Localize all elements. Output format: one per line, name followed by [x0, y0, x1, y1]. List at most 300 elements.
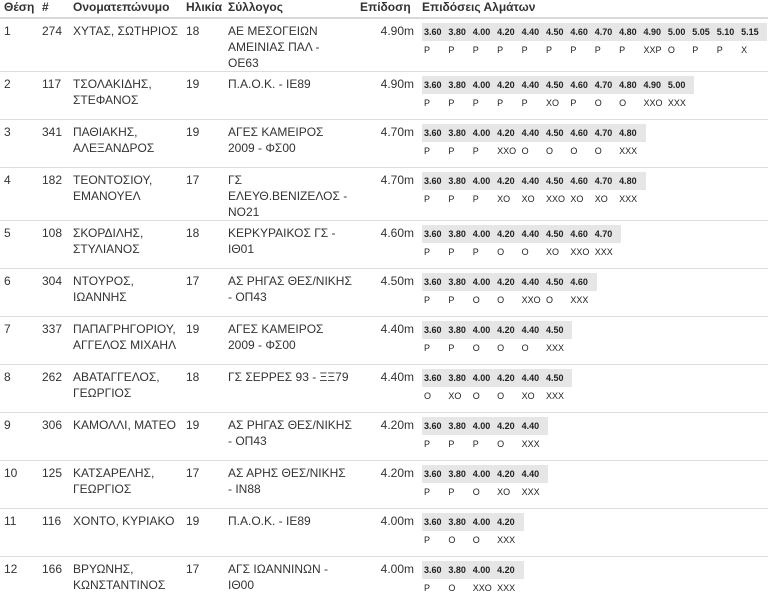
- jump-height: 4.50: [545, 277, 564, 287]
- jump-result: O: [472, 535, 480, 545]
- jump-result: P: [472, 194, 479, 204]
- mark-cell: 4.50m: [356, 269, 418, 317]
- jumps-cell: [418, 18, 768, 72]
- jump-result: P: [424, 98, 431, 108]
- mark-cell: 4.90m: [380, 24, 414, 38]
- athlete-number-cell: 108: [38, 221, 69, 269]
- table-row: [0, 365, 768, 413]
- jump-result: P: [424, 194, 431, 204]
- club-cell: ΑΓΕΣ ΚΑΜΕΙΡΟΣ 2009 - ΦΣ00: [224, 120, 356, 168]
- athlete-name-cell: ΚΑΤΣΑΡΕΛΗΣ, ΓΕΩΡΓΙΟΣ: [69, 461, 182, 509]
- jump-height: 4.70: [594, 27, 613, 37]
- jump-result: XXX: [619, 194, 638, 204]
- jump-height: 4.20: [497, 469, 515, 479]
- jump-heights-row: [422, 76, 694, 94]
- jump-height: 3.80: [448, 229, 466, 239]
- age-cell: 17: [182, 168, 224, 221]
- jump-results-row: [422, 387, 572, 405]
- jump-result: P: [570, 98, 577, 108]
- jump-height: 3.60: [424, 373, 442, 383]
- jump-result: P: [448, 194, 455, 204]
- header-club[interactable]: Σύλλογος: [224, 0, 356, 18]
- jump-result: P: [424, 487, 431, 497]
- jump-result: P: [424, 295, 431, 305]
- athlete-name-cell: ΑΒΑΤΑΓΓΕΛΟΣ, ΓΕΩΡΓΙΟΣ: [69, 365, 182, 413]
- mark-cell: 4.20m: [356, 413, 418, 461]
- athlete-number-cell: 341: [38, 120, 69, 168]
- jump-result: O: [448, 535, 456, 545]
- jump-height: 3.80: [448, 421, 466, 431]
- jump-result: P: [448, 439, 455, 449]
- jump-height: 4.80: [619, 176, 637, 186]
- table-row: [0, 509, 768, 557]
- jump-result: XO: [570, 194, 584, 204]
- jump-height: 4.20: [497, 565, 515, 575]
- jump-series: [422, 76, 694, 112]
- jump-result: O: [619, 98, 627, 108]
- jump-height: 3.60: [424, 176, 442, 186]
- jump-result: O: [521, 343, 529, 353]
- jumps-cell: [418, 72, 768, 120]
- jump-result: O: [594, 146, 602, 156]
- jump-result: XXP: [643, 45, 662, 55]
- jump-height: 4.00: [472, 128, 491, 138]
- jump-height: 4.00: [472, 229, 491, 239]
- jump-result: XXX: [497, 583, 516, 593]
- table-row: [0, 120, 768, 168]
- jump-result: XXO: [570, 247, 590, 257]
- jump-result: XXX: [497, 535, 516, 545]
- jump-height: 3.80: [448, 80, 466, 90]
- jump-height: 4.60: [570, 229, 588, 239]
- jump-height: 3.60: [424, 80, 442, 90]
- jumps-cell: [418, 317, 768, 365]
- header-jumps: Επιδόσεις Αλμάτων: [418, 0, 768, 18]
- jump-result: P: [424, 343, 431, 353]
- athlete-number-cell: 166: [38, 557, 69, 605]
- jump-results-row: [422, 579, 524, 597]
- jump-series: [422, 225, 621, 261]
- jump-result: P: [472, 439, 479, 449]
- position-cell: 10: [0, 461, 38, 509]
- jump-result: XO: [497, 487, 511, 497]
- position-cell: 9: [0, 413, 38, 461]
- jump-height: 4.40: [521, 128, 540, 138]
- mark-cell: 4.40m: [356, 365, 418, 413]
- jump-height: 4.60: [570, 80, 588, 90]
- jump-result: XO: [594, 194, 608, 204]
- jump-result: O: [521, 146, 529, 156]
- jump-height: 3.80: [448, 128, 466, 138]
- club-cell: ΑΣ ΑΡΗΣ ΘΕΣ/ΝΙΚΗΣ - ΙΝ88: [224, 461, 356, 509]
- jump-height: 3.60: [424, 277, 442, 287]
- jump-results-row: [422, 243, 621, 261]
- age-cell: 19: [182, 120, 224, 168]
- jump-height: 4.00: [472, 565, 491, 575]
- header-row: [0, 0, 768, 18]
- jump-height: 4.80: [619, 27, 637, 37]
- jump-heights-row: [422, 273, 597, 291]
- jump-height: 4.40: [521, 421, 540, 431]
- jump-series: [422, 124, 646, 160]
- jump-height: 4.20: [497, 27, 515, 37]
- jump-heights-row: [422, 225, 621, 243]
- age-cell: 19: [182, 509, 224, 557]
- jump-height: 4.40: [521, 277, 540, 287]
- jump-height: 3.80: [448, 277, 466, 287]
- jumps-cell: [418, 509, 768, 557]
- jump-heights-row: [422, 172, 646, 190]
- jump-height: 4.50: [545, 373, 564, 383]
- jump-result: O: [667, 45, 675, 55]
- jump-height: 4.20: [497, 421, 515, 431]
- jump-result: XXX: [521, 487, 540, 497]
- jump-height: 3.60: [424, 517, 442, 527]
- mark-cell: 4.90m: [356, 72, 418, 120]
- jump-height: 3.60: [424, 229, 442, 239]
- jump-height: 3.80: [448, 176, 466, 186]
- jump-result: O: [448, 583, 456, 593]
- mark-cell: 4.70m: [356, 168, 418, 221]
- jump-result: O: [472, 343, 480, 353]
- mark-cell: 4.60m: [356, 221, 418, 269]
- athlete-number-cell: 304: [38, 269, 69, 317]
- jump-result: XO: [545, 247, 559, 257]
- jump-result: P: [424, 247, 431, 257]
- jump-height: 3.60: [424, 421, 442, 431]
- age-cell: 17: [182, 269, 224, 317]
- jumps-cell: [418, 413, 768, 461]
- jumps-cell: [418, 557, 768, 605]
- table-row: [0, 317, 768, 365]
- jump-result: XXX: [570, 295, 589, 305]
- jump-result: P: [472, 247, 479, 257]
- club-cell: ΓΣ ΕΛΕΥΘ.ΒΕΝΙΖΕΛΟΣ - ΝΟ21: [224, 168, 356, 221]
- jump-height: 4.20: [497, 80, 515, 90]
- age-cell: 19: [182, 72, 224, 120]
- table-row: [0, 413, 768, 461]
- jump-height: 4.00: [472, 80, 491, 90]
- athlete-number-cell: 274: [42, 24, 63, 38]
- jump-result: O: [424, 391, 432, 401]
- age-cell: 17: [182, 557, 224, 605]
- athlete-name-cell: ΧΟΝΤΟ, ΚΥΡΙΑΚΟ: [69, 509, 182, 557]
- jump-result: XXX: [619, 146, 638, 156]
- jump-height: 5.15: [741, 27, 759, 37]
- jump-height: 3.80: [448, 469, 466, 479]
- jump-height: 4.20: [497, 517, 515, 527]
- jump-result: P: [692, 45, 699, 55]
- table-row: [0, 461, 768, 509]
- jump-height: 4.40: [521, 373, 540, 383]
- jump-result: P: [424, 146, 431, 156]
- jump-height: 4.50: [545, 128, 564, 138]
- jumps-cell: [418, 365, 768, 413]
- jump-results-row: [422, 41, 767, 59]
- jump-result: O: [497, 247, 505, 257]
- jumps-cell: [418, 461, 768, 509]
- jump-result: XO: [497, 194, 511, 204]
- header-mark[interactable]: Επίδοση: [356, 0, 418, 18]
- jump-result: P: [521, 45, 528, 55]
- athlete-number-cell: 125: [38, 461, 69, 509]
- athlete-number-cell: 116: [38, 509, 69, 557]
- jump-height: 4.60: [570, 128, 588, 138]
- jumps-cell: [418, 269, 768, 317]
- jump-height: 4.40: [521, 27, 540, 37]
- position-cell: 12: [0, 557, 38, 605]
- position-cell: 2: [0, 72, 38, 120]
- athlete-name-cell: ΠΑΘΙΑΚΗΣ, ΑΛΕΞΑΝΔΡΟΣ: [69, 120, 182, 168]
- jump-height: 4.60: [570, 27, 588, 37]
- jump-height: 3.80: [448, 517, 466, 527]
- jumps-cell: [418, 120, 768, 168]
- jump-result: P: [497, 98, 504, 108]
- athlete-number-cell: 182: [38, 168, 69, 221]
- jump-result: XXX: [545, 391, 564, 401]
- jump-result: P: [424, 439, 431, 449]
- jump-heights-row: [422, 417, 548, 435]
- jump-result: P: [619, 45, 626, 55]
- athlete-name-cell: ΤΣΟΛΑΚΙΔΗΣ, ΣΤΕΦΑΝΟΣ: [69, 72, 182, 120]
- table-row: [0, 18, 768, 72]
- jump-series: [422, 321, 572, 357]
- club-cell: ΓΣ ΣΕΡΡΕΣ 93 - ΞΞ79: [224, 365, 356, 413]
- jump-result: O: [497, 343, 505, 353]
- jump-series: [422, 513, 524, 549]
- athlete-name-cell: ΝΤΟΥΡΟΣ, ΙΩΑΝΝΗΣ: [69, 269, 182, 317]
- jump-result: XO: [545, 98, 559, 108]
- jump-result: XXX: [521, 439, 540, 449]
- position-cell: 1: [4, 24, 11, 38]
- position-cell: 8: [0, 365, 38, 413]
- jump-result: O: [545, 295, 553, 305]
- mark-cell: 4.00m: [356, 509, 418, 557]
- jump-height: 4.90: [643, 80, 662, 90]
- mark-cell: 4.40m: [356, 317, 418, 365]
- jump-heights-row: [422, 561, 524, 579]
- age-cell: 18: [182, 221, 224, 269]
- jump-results-row: [422, 531, 524, 549]
- age-cell: 18: [186, 24, 200, 38]
- jump-result: XXO: [472, 583, 492, 593]
- jump-height: 4.60: [570, 176, 588, 186]
- jump-result: O: [521, 247, 529, 257]
- jump-results-row: [422, 339, 572, 357]
- age-cell: 18: [182, 365, 224, 413]
- jump-result: P: [424, 583, 431, 593]
- jump-heights-row: [422, 465, 548, 483]
- jump-height: 4.40: [521, 229, 540, 239]
- athlete-number-cell: 262: [38, 365, 69, 413]
- jump-result: O: [497, 439, 505, 449]
- position-cell: 6: [0, 269, 38, 317]
- jump-height: 3.60: [424, 128, 442, 138]
- jump-height: 4.00: [472, 469, 491, 479]
- position-cell: 3: [0, 120, 38, 168]
- jump-result: P: [521, 98, 528, 108]
- results-body: [0, 18, 768, 605]
- jump-height: 4.50: [545, 176, 564, 186]
- jump-height: 4.40: [521, 80, 540, 90]
- jump-height: 4.80: [619, 80, 637, 90]
- jump-height: 4.40: [521, 325, 540, 335]
- jump-height: 4.00: [472, 517, 491, 527]
- jump-height: 4.70: [594, 128, 613, 138]
- jump-results-row: [422, 291, 597, 309]
- jump-height: 4.20: [497, 229, 515, 239]
- position-cell: 7: [0, 317, 38, 365]
- jump-result: P: [497, 45, 504, 55]
- jump-result: P: [448, 45, 455, 55]
- club-cell: ΚΕΡΚΥΡΑΙΚΟΣ ΓΣ - ΙΘ01: [224, 221, 356, 269]
- jump-height: 3.80: [448, 325, 466, 335]
- club-cell: Π.Α.Ο.Κ. - ΙΕ89: [224, 509, 356, 557]
- jump-result: P: [448, 295, 455, 305]
- jump-result: P: [716, 45, 723, 55]
- jump-height: 4.00: [472, 176, 491, 186]
- jump-heights-row: [422, 513, 524, 531]
- jump-result: O: [545, 146, 553, 156]
- jump-height: 3.60: [424, 469, 442, 479]
- athlete-name-cell: ΧΥΤΑΣ, ΣΩΤΗΡΙΟΣ: [73, 24, 179, 38]
- table-row: [0, 72, 768, 120]
- jump-result: P: [594, 45, 601, 55]
- jump-result: P: [448, 487, 455, 497]
- jump-result: P: [448, 98, 455, 108]
- jump-height: 4.50: [545, 325, 564, 335]
- athlete-number-cell: 117: [38, 72, 69, 120]
- jump-result: XO: [521, 194, 535, 204]
- athlete-name-cell: ΒΡΥΩΝΗΣ, ΚΩΝΣΤΑΝΤΙΝΟΣ: [69, 557, 182, 605]
- jump-height: 4.50: [545, 229, 564, 239]
- header-name[interactable]: Ονοματεπώνυμο: [69, 0, 182, 18]
- table-row: [0, 269, 768, 317]
- header-number[interactable]: #: [38, 0, 69, 18]
- jump-height: 4.70: [594, 229, 613, 239]
- jump-result: O: [497, 295, 505, 305]
- jump-series: [422, 561, 524, 597]
- club-cell: ΑΕ ΜΕΣΟΓΕΙΩΝ ΑΜΕΙΝΙΑΣ ΠΑΛ - ΟΕ63: [228, 24, 320, 70]
- athlete-name-cell: ΤΕΟΝΤΟΣΙΟΥ, ΕΜΑΝΟΥΕΛ: [69, 168, 182, 221]
- club-cell: ΑΓΣ ΙΩΑΝΝΙΝΩΝ - ΙΘ00: [224, 557, 356, 605]
- club-cell: Π.Α.Ο.Κ. - ΙΕ89: [224, 72, 356, 120]
- club-cell: ΑΣ ΡΗΓΑΣ ΘΕΣ/ΝΙΚΗΣ - ΟΠ43: [224, 413, 356, 461]
- jump-result: XXX: [667, 98, 686, 108]
- age-cell: 19: [182, 413, 224, 461]
- jump-height: 4.70: [594, 80, 613, 90]
- jump-height: 4.90: [643, 27, 662, 37]
- jumps-cell: [418, 221, 768, 269]
- athlete-name-cell: ΠΑΠΑΓΡΗΓΟΡΙΟΥ, ΑΓΓΕΛΟΣ ΜΙΧΑΗΛ: [69, 317, 182, 365]
- jump-result: P: [448, 146, 455, 156]
- jump-results-row: [422, 483, 548, 501]
- jump-height: 3.80: [448, 27, 466, 37]
- jump-heights-row: [422, 124, 646, 142]
- mark-cell: 4.20m: [356, 461, 418, 509]
- jump-result: P: [472, 45, 479, 55]
- position-cell: 4: [0, 168, 38, 221]
- jump-result: XXX: [545, 343, 564, 353]
- mark-cell: 4.00m: [356, 557, 418, 605]
- jump-result: O: [570, 146, 578, 156]
- jump-result: O: [472, 487, 480, 497]
- athlete-number-cell: 306: [38, 413, 69, 461]
- jump-result: P: [448, 343, 455, 353]
- header-position[interactable]: Θέση: [0, 0, 38, 18]
- jump-height: 4.50: [545, 80, 564, 90]
- jump-series: [422, 23, 767, 59]
- jump-height: 5.10: [716, 27, 735, 37]
- jump-height: 4.20: [497, 325, 515, 335]
- jump-height: 4.20: [497, 277, 515, 287]
- position-cell: 5: [0, 221, 38, 269]
- jump-result: XXX: [594, 247, 613, 257]
- jump-result: XXO: [643, 98, 663, 108]
- age-cell: 19: [182, 317, 224, 365]
- table-row: [0, 221, 768, 269]
- jump-result: O: [472, 391, 480, 401]
- club-cell: ΑΓΕΣ ΚΑΜΕΙΡΟΣ 2009 - ΦΣ00: [224, 317, 356, 365]
- age-cell: 17: [182, 461, 224, 509]
- jump-height: 3.80: [448, 565, 466, 575]
- jump-result: O: [497, 391, 505, 401]
- jump-result: XO: [448, 391, 462, 401]
- table-row: [0, 557, 768, 605]
- jump-height: 4.20: [497, 128, 515, 138]
- jump-height: 4.20: [497, 176, 515, 186]
- athlete-number-cell: 337: [38, 317, 69, 365]
- jump-result: P: [424, 45, 431, 55]
- jump-height: 3.60: [424, 565, 442, 575]
- jump-result: P: [472, 98, 479, 108]
- jump-heights-row: [422, 369, 572, 387]
- jump-height: 4.80: [619, 128, 637, 138]
- jump-series: [422, 417, 548, 453]
- mark-cell: 4.70m: [356, 120, 418, 168]
- jump-results-row: [422, 190, 646, 208]
- jump-height: 5.00: [667, 27, 686, 37]
- jump-results-row: [422, 435, 548, 453]
- jump-series: [422, 369, 572, 405]
- jump-height: 4.20: [497, 373, 515, 383]
- jump-series: [422, 273, 597, 309]
- jump-result: O: [472, 295, 480, 305]
- jump-height: 5.05: [692, 27, 710, 37]
- jump-result: XXO: [545, 194, 565, 204]
- jump-height: 4.00: [472, 277, 491, 287]
- jump-series: [422, 172, 646, 208]
- jump-result: P: [448, 247, 455, 257]
- jump-result: XXO: [497, 146, 517, 156]
- jump-result: P: [545, 45, 552, 55]
- jump-height: 3.60: [424, 27, 442, 37]
- jump-height: 4.00: [472, 373, 491, 383]
- jump-height: 4.40: [521, 176, 540, 186]
- jump-series: [422, 465, 548, 501]
- jump-result: P: [570, 45, 577, 55]
- jump-height: 5.00: [667, 80, 686, 90]
- jump-result: XXO: [521, 295, 541, 305]
- jump-result: XO: [521, 391, 535, 401]
- athlete-name-cell: ΚΑΜΟΛΛΙ, ΜΑΤΕΟ: [69, 413, 182, 461]
- jump-result: P: [424, 535, 431, 545]
- jump-heights-row: [422, 23, 767, 41]
- jump-height: 4.00: [472, 325, 491, 335]
- header-age[interactable]: Ηλικία: [182, 0, 224, 18]
- jump-result: P: [472, 146, 479, 156]
- jump-result: X: [741, 45, 748, 55]
